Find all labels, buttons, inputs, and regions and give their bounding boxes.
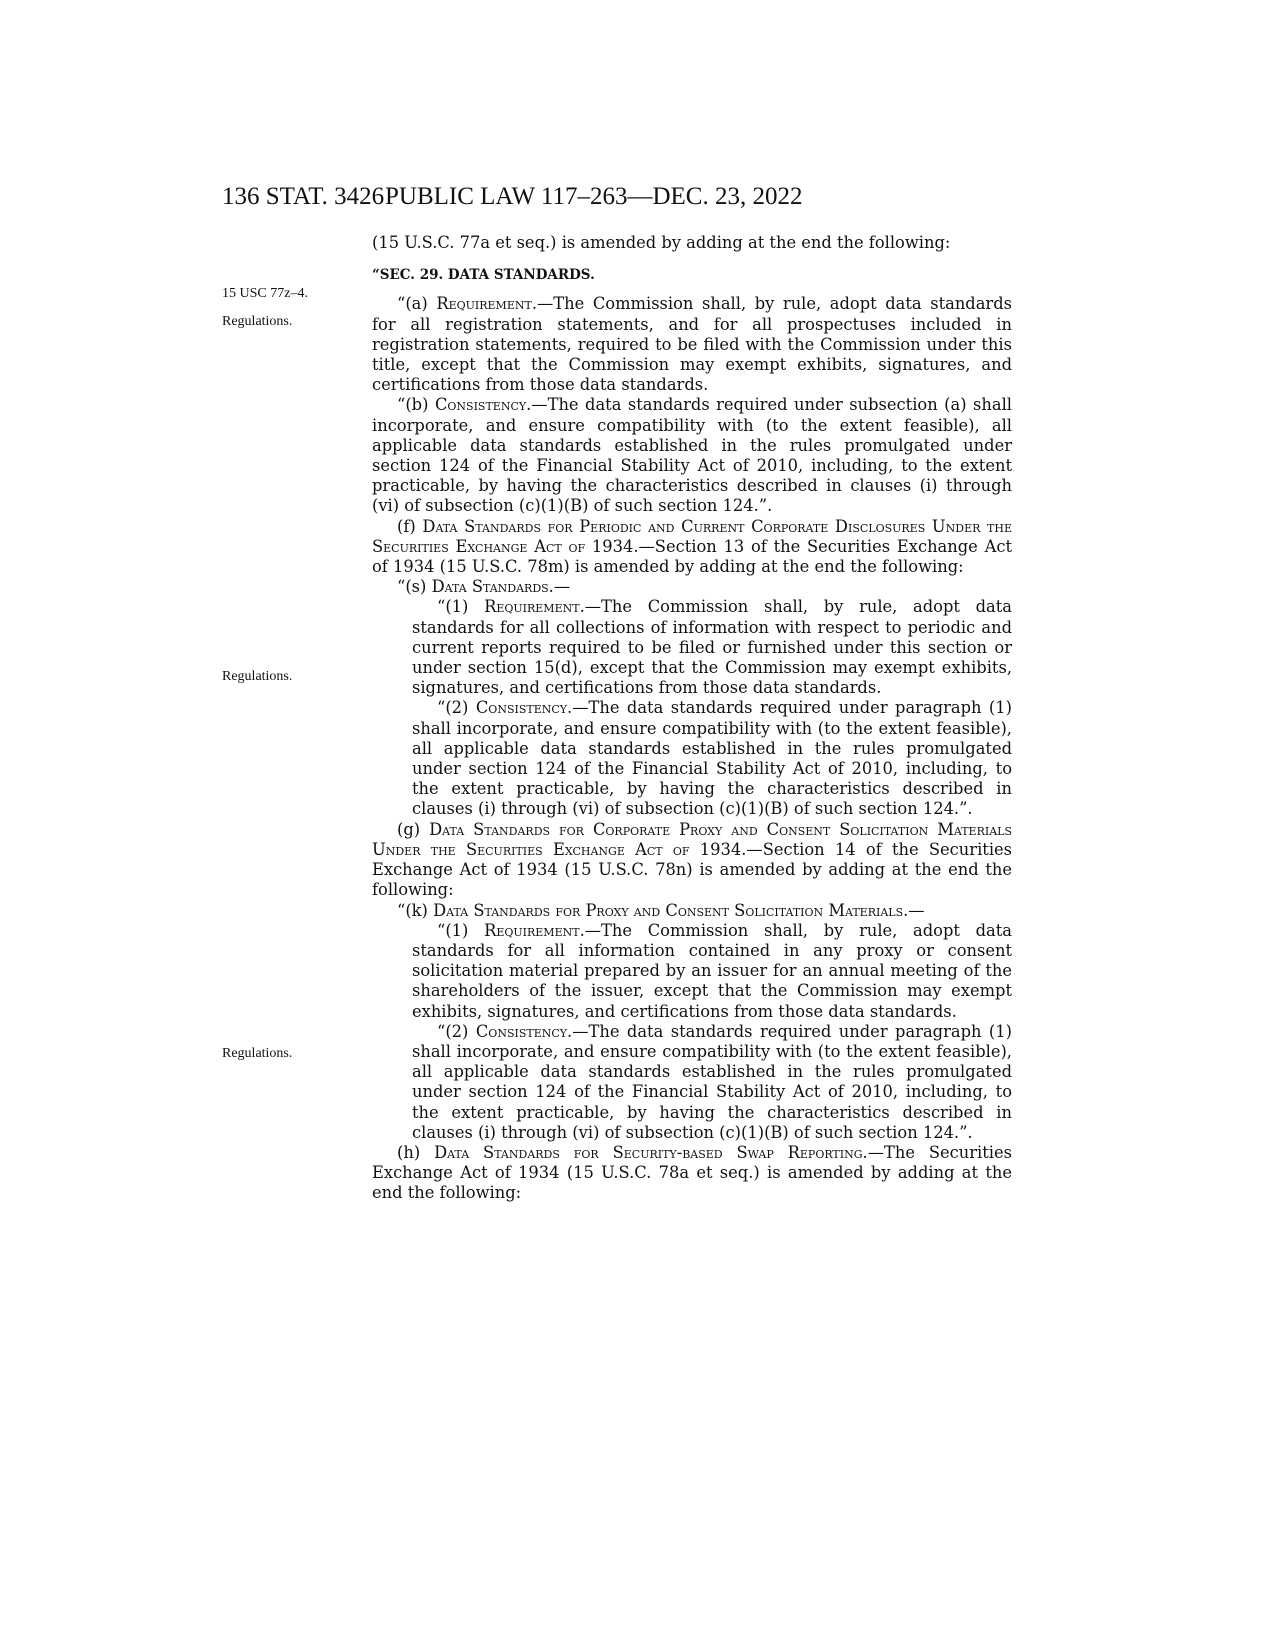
- paragraph-caption: Consistency: [475, 1021, 568, 1041]
- subsection-s: “(s) Data Standards.—: [397, 577, 571, 597]
- margin-note-regulations: Regulations.: [222, 669, 293, 684]
- public-law-title: PUBLIC LAW 117–263—DEC. 23, 2022: [385, 183, 803, 210]
- paragraph-block-s: [372, 597, 1012, 819]
- paragraph-caption: Requirement: [484, 920, 580, 940]
- subsection-caption: Data Standards: [431, 577, 549, 597]
- margin-note-regulations: Regulations.: [222, 1046, 293, 1061]
- paragraph-k2: “(2) Consistency.—The data standards required under paragraph (1) shall incorporate, and ensure compatibility with (to the extent feasible), all applicable data standards established in the rules promulgated under section 124 of the Financial Stability Act of 2010, including, to the extent practicable, by having the characteristics described in clauses (i) through (vi) of subsection (c)(1)(B) of such section 124.”.: [412, 1021, 1012, 1142]
- subsection-caption: Data Standards for Corporate Proxy and Consent Solicitation Materials Under the Securities Exchange Act of 1934: [372, 819, 1012, 859]
- paragraph-block-k: [372, 921, 1012, 1143]
- paragraph-k1: “(1) Requirement.—The Commission shall, by rule, adopt data standards for all information contained in any proxy or consent solicitation material prepared by an issuer for an annual meeting of the shareholders of the issuer, except that the Commission may exempt exhibits, signatures, and certifications from those data standards.: [412, 920, 1013, 1021]
- paragraph-s1: “(1) Requirement.—The Commission shall, by rule, adopt data standards for all collections of information with respect to periodic and current reports required to be filed or furnished under this section or under section 15(d), except that the Commission may exempt exhibits, signatures, and certifications from those data standards.: [412, 597, 1013, 698]
- margin-note-usc-cite: 15 USC 77z–4.: [222, 286, 308, 301]
- document-body: [372, 233, 1012, 1204]
- paragraph-caption: Requirement: [484, 597, 580, 617]
- subsection-h: (h) Data Standards for Security-based Swap Reporting.—The Securities Exchange Act of 1934 (15 U.S.C. 78a et seq.) is amended by adding at the end the following:: [372, 1142, 1012, 1203]
- subsection-f: (f) Data Standards for Periodic and Current Corporate Disclosures Under the Securities Exchange Act of 1934.—Section 13 of the Securities Exchange Act of 1934 (15 U.S.C. 78m) is amended by adding at the end the following:: [372, 516, 1012, 577]
- margin-note-regulations: Regulations.: [222, 314, 293, 329]
- stat-page-number: 136 STAT. 3426: [222, 183, 385, 210]
- page-header: [222, 183, 1012, 223]
- subsection-b: “(b) Consistency.—The data standards required under subsection (a) shall incorporate, and ensure compatibility with (to the extent feasible), all applicable data standards established in the rules promulgated under section 124 of the Financial Stability Act of 2010, including, to the extent practicable, by having the characteristics described in clauses (i) through (vi) of subsection (c)(1)(B) of such section 124.”.: [372, 395, 1013, 516]
- subsection-caption: Data Standards for Security-based Swap Reporting: [434, 1142, 863, 1162]
- subsection-a: “(a) Requirement.—The Commission shall, by rule, adopt data standards for all registration statements, and for all prospectuses included in registration statements, required to be filed with the Commission under this title, except that the Commission may exempt exhibits, signatures, and certifications from those data standards.: [372, 294, 1012, 395]
- paragraph-s2: “(2) Consistency.—The data standards required under paragraph (1) shall incorporate, and ensure compatibility with (to the extent feasible), all applicable data standards established in the rules promulgated under section 124 of the Financial Stability Act of 2010, including, to the extent practicable, by having the characteristics described in clauses (i) through (vi) of subsection (c)(1)(B) of such section 124.”.: [412, 698, 1012, 819]
- subsection-caption: Data Standards for Periodic and Current Corporate Disclosures Under the Securities Exchange Act of 1934: [372, 516, 1012, 556]
- subsection-caption: Consistency: [434, 395, 527, 415]
- section-heading: “SEC. 29. DATA STANDARDS.: [372, 267, 595, 284]
- subsection-caption: Data Standards for Proxy and Consent Solicitation Materials: [433, 900, 904, 920]
- subsection-caption: Requirement: [436, 294, 532, 314]
- intro-paragraph: (15 U.S.C. 77a et seq.) is amended by adding at the end the following:: [372, 233, 951, 252]
- subsection-k: “(k) Data Standards for Proxy and Consent Solicitation Materials.—: [397, 900, 925, 920]
- subsection-g: (g) Data Standards for Corporate Proxy and Consent Solicitation Materials Under the Securities Exchange Act of 1934.—Section 14 of the Securities Exchange Act of 1934 (15 U.S.C. 78n) is amended by adding at the end the following:: [372, 819, 1013, 900]
- paragraph-caption: Consistency: [475, 698, 568, 718]
